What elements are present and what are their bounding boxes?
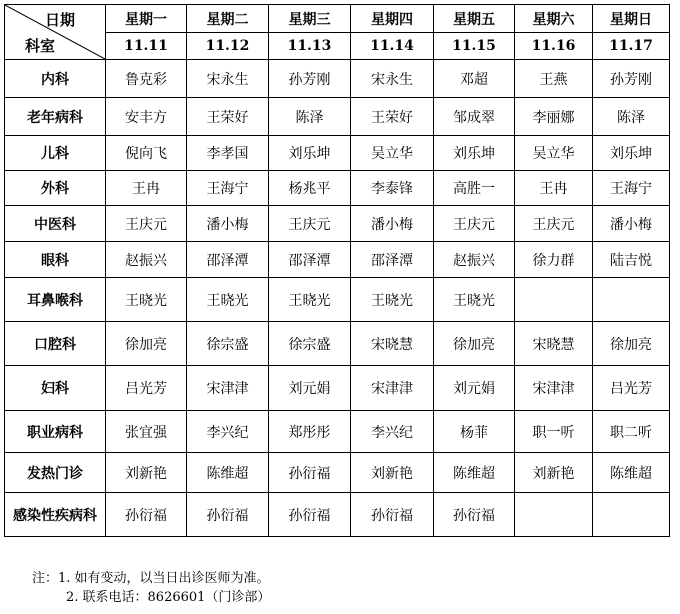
doctor-cell: 徐宗盛 — [269, 322, 351, 366]
doctor-cell: 潘小梅 — [187, 206, 269, 242]
doctor-cell: 陈泽 — [269, 98, 351, 136]
doctor-cell: 刘乐坤 — [593, 136, 670, 171]
doctor-cell: 宋津津 — [351, 366, 434, 411]
doctor-cell: 邵泽潭 — [269, 242, 351, 278]
doctor-cell: 宋晓慧 — [351, 322, 434, 366]
doctor-cell: 孙衍福 — [269, 493, 351, 537]
doctor-cell: 王庆元 — [434, 206, 515, 242]
day-header: 星期日 — [593, 5, 670, 33]
doctor-cell: 孙衍福 — [269, 453, 351, 493]
date-header: 11.16 — [515, 33, 593, 60]
doctor-cell: 孙衍福 — [106, 493, 187, 537]
doctor-cell: 陈泽 — [593, 98, 670, 136]
doctor-cell: 李泰锋 — [351, 171, 434, 206]
doctor-cell: 刘元娟 — [434, 366, 515, 411]
day-header: 星期二 — [187, 5, 269, 33]
doctor-cell: 王燕 — [515, 60, 593, 98]
department-name: 妇科 — [5, 366, 106, 411]
doctor-cell: 宋永生 — [187, 60, 269, 98]
department-name: 口腔科 — [5, 322, 106, 366]
doctor-cell: 孙衍福 — [187, 493, 269, 537]
table-row — [5, 98, 670, 136]
doctor-cell: 杨菲 — [434, 411, 515, 453]
day-header: 星期四 — [351, 5, 434, 33]
doctor-cell: 吴立华 — [351, 136, 434, 171]
table-row — [5, 322, 670, 366]
doctor-cell: 孙芳刚 — [269, 60, 351, 98]
doctor-cell: 王荣好 — [351, 98, 434, 136]
doctor-cell: 王庆元 — [515, 206, 593, 242]
doctor-cell: 邹成翠 — [434, 98, 515, 136]
department-name: 感染性疾病科 — [5, 493, 106, 537]
doctor-cell: 王海宁 — [593, 171, 670, 206]
doctor-cell: 吕光芳 — [593, 366, 670, 411]
doctor-cell: 杨兆平 — [269, 171, 351, 206]
doctor-cell: 孙衍福 — [434, 493, 515, 537]
doctor-cell: 徐加亮 — [593, 322, 670, 366]
doctor-cell: 潘小梅 — [351, 206, 434, 242]
doctor-cell: 职二听 — [593, 411, 670, 453]
doctor-cell: 陈维超 — [434, 453, 515, 493]
doctor-cell: 李兴纪 — [187, 411, 269, 453]
table-row — [5, 171, 670, 206]
doctor-cell: 孙衍福 — [351, 493, 434, 537]
doctor-cell: 徐宗盛 — [187, 322, 269, 366]
table-row — [5, 278, 670, 322]
doctor-cell: 刘乐坤 — [269, 136, 351, 171]
table-row — [5, 242, 670, 278]
department-name: 发热门诊 — [5, 453, 106, 493]
table-row — [5, 453, 670, 493]
day-header: 星期六 — [515, 5, 593, 33]
doctor-cell: 宋永生 — [351, 60, 434, 98]
doctor-cell: 王海宁 — [187, 171, 269, 206]
doctor-cell: 宋津津 — [187, 366, 269, 411]
doctor-cell — [593, 493, 670, 537]
doctor-cell: 倪向飞 — [106, 136, 187, 171]
doctor-cell: 宋晓慧 — [515, 322, 593, 366]
department-name: 耳鼻喉科 — [5, 278, 106, 322]
table-row — [5, 411, 670, 453]
date-header: 11.11 — [106, 33, 187, 60]
corner-dept-label: 科室 — [25, 37, 56, 55]
header-corner-cell — [5, 5, 106, 60]
doctor-cell: 邵泽潭 — [351, 242, 434, 278]
date-header: 11.12 — [187, 33, 269, 60]
doctor-cell: 鲁克彩 — [106, 60, 187, 98]
date-header: 11.15 — [434, 33, 515, 60]
doctor-cell: 邵泽潭 — [187, 242, 269, 278]
day-header: 星期一 — [106, 5, 187, 33]
note-line-1: 注：1. 如有变动，以当日出诊医师为准。 — [32, 571, 270, 586]
doctor-cell: 徐力群 — [515, 242, 593, 278]
doctor-cell — [593, 278, 670, 322]
table-row — [5, 136, 670, 171]
doctor-cell: 张宜强 — [106, 411, 187, 453]
doctor-cell: 安丰方 — [106, 98, 187, 136]
date-header: 11.17 — [593, 33, 670, 60]
doctor-cell: 王荣好 — [187, 98, 269, 136]
corner-date-label: 日期 — [44, 11, 75, 29]
table-row — [5, 366, 670, 411]
day-header: 星期五 — [434, 5, 515, 33]
doctor-cell: 陈维超 — [593, 453, 670, 493]
table-row — [5, 60, 670, 98]
department-name: 老年病科 — [5, 98, 106, 136]
doctor-cell: 王晓光 — [187, 278, 269, 322]
doctor-cell: 王冉 — [106, 171, 187, 206]
doctor-cell: 刘乐坤 — [434, 136, 515, 171]
doctor-cell: 孙芳刚 — [593, 60, 670, 98]
date-header: 11.14 — [351, 33, 434, 60]
doctor-cell: 高胜一 — [434, 171, 515, 206]
doctor-cell: 宋津津 — [515, 366, 593, 411]
doctor-cell: 赵振兴 — [434, 242, 515, 278]
department-name: 内科 — [5, 60, 106, 98]
doctor-cell: 王庆元 — [106, 206, 187, 242]
date-header: 11.13 — [269, 33, 351, 60]
department-name: 中医科 — [5, 206, 106, 242]
doctor-cell: 徐加亮 — [434, 322, 515, 366]
doctor-cell: 陆吉悦 — [593, 242, 670, 278]
doctor-cell: 郑彤彤 — [269, 411, 351, 453]
doctor-cell: 王晓光 — [351, 278, 434, 322]
doctor-cell: 吴立华 — [515, 136, 593, 171]
header-day-row — [5, 5, 670, 33]
day-header: 星期三 — [269, 5, 351, 33]
doctor-cell: 陈维超 — [187, 453, 269, 493]
doctor-cell: 刘元娟 — [269, 366, 351, 411]
doctor-cell: 王晓光 — [434, 278, 515, 322]
doctor-cell: 潘小梅 — [593, 206, 670, 242]
doctor-cell: 王冉 — [515, 171, 593, 206]
doctor-cell: 刘新艳 — [515, 453, 593, 493]
department-name: 眼科 — [5, 242, 106, 278]
doctor-cell: 赵振兴 — [106, 242, 187, 278]
department-name: 职业病科 — [5, 411, 106, 453]
doctor-cell: 刘新艳 — [106, 453, 187, 493]
duty-schedule-table — [4, 4, 670, 537]
doctor-cell: 王晓光 — [106, 278, 187, 322]
doctor-cell: 李孝国 — [187, 136, 269, 171]
department-name: 儿科 — [5, 136, 106, 171]
doctor-cell — [515, 493, 593, 537]
doctor-cell: 刘新艳 — [351, 453, 434, 493]
department-name: 外科 — [5, 171, 106, 206]
table-row — [5, 206, 670, 242]
doctor-cell: 邓超 — [434, 60, 515, 98]
doctor-cell: 李丽娜 — [515, 98, 593, 136]
doctor-cell: 职一听 — [515, 411, 593, 453]
table-row — [5, 493, 670, 537]
doctor-cell: 吕光芳 — [106, 366, 187, 411]
note-line-2: 2. 联系电话：8626601（门诊部） — [66, 590, 271, 605]
doctor-cell: 王晓光 — [269, 278, 351, 322]
doctor-cell — [515, 278, 593, 322]
doctor-cell: 李兴纪 — [351, 411, 434, 453]
doctor-cell: 徐加亮 — [106, 322, 187, 366]
doctor-cell: 王庆元 — [269, 206, 351, 242]
